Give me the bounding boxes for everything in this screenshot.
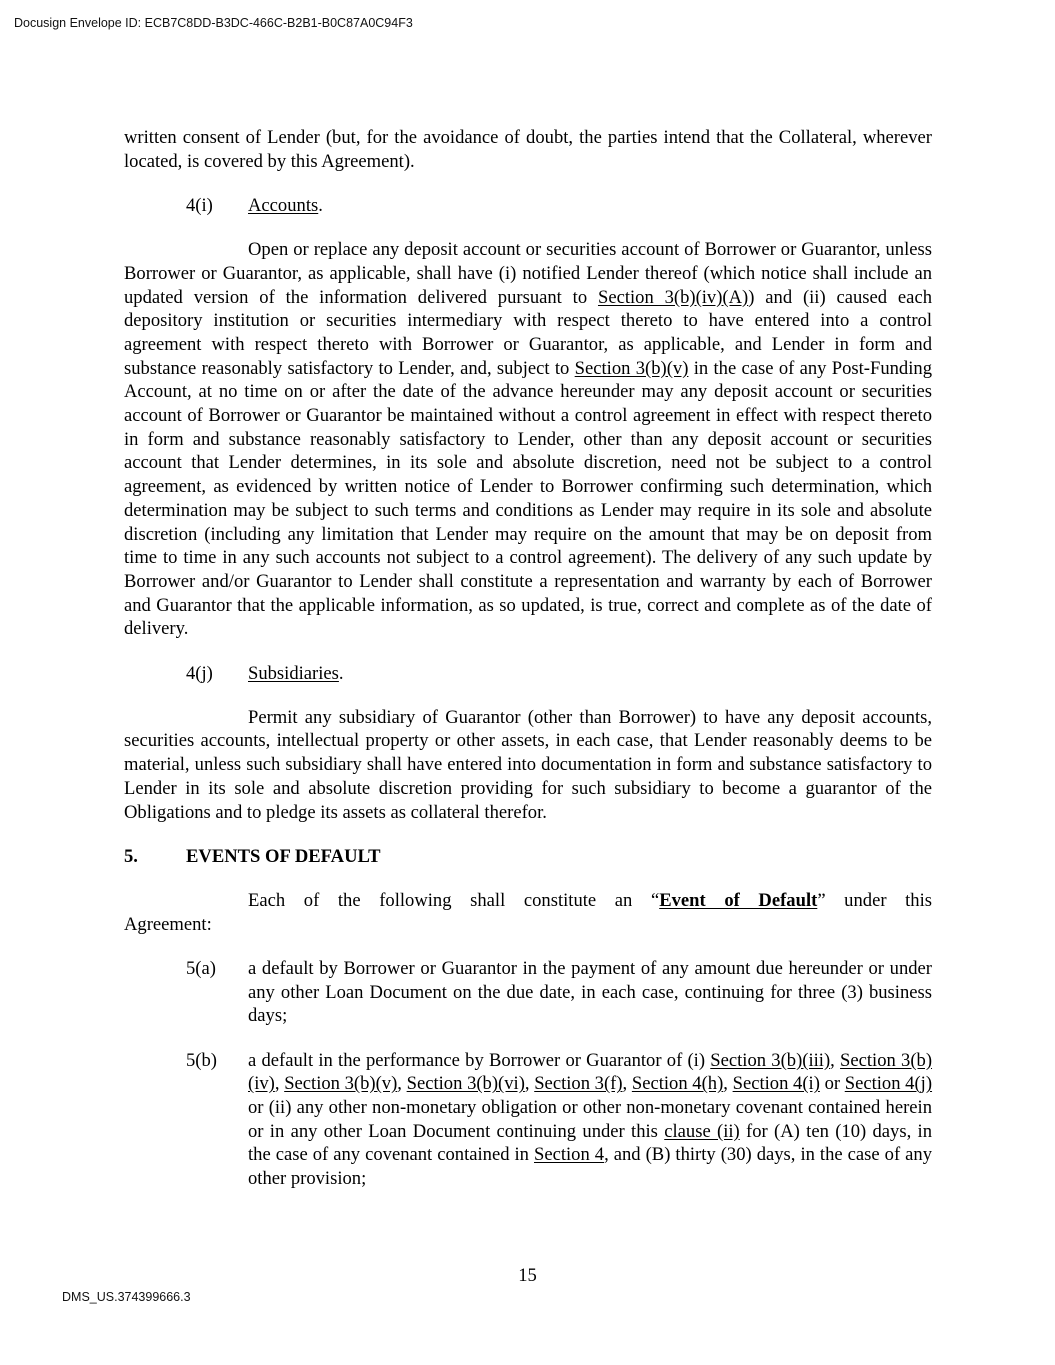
section-title: Subsidiaries. — [248, 662, 344, 684]
item-number: 5(a) — [186, 957, 216, 979]
section-4j-heading — [124, 662, 932, 686]
section-4i-heading — [124, 194, 932, 218]
section-title: Accounts. — [248, 194, 323, 216]
section-4j-body: Permit any subsidiary of Guarantor (other than Borrower) to have any deposit accounts, securities accounts, intellectual property or other assets, in each case, that Lender reasonably deems to be material, unless such subsidiary shall have entered into documentation in form and substance satisfactory to Lender in its sole and absolute discretion providing for such subsidiary to become a guarantor of the Obligations and to pledge its assets as collateral therefor. — [124, 706, 932, 823]
section-reference: Section 3(b)(iv)(A) — [597, 286, 749, 308]
item-5b — [124, 1049, 932, 1191]
item-text: a default by Borrower or Guarantor in the payment of any amount due hereunder or under any other Loan Document on the due date, in each case, continuing for three (3) business days; — [248, 957, 932, 1027]
document-id: DMS_US.374399666.3 — [62, 1290, 191, 1304]
section-number: 4(j) — [186, 662, 213, 684]
intro-paragraph: written consent of Lender (but, for the avoidance of doubt, the parties intend that the Collateral, wherever located, is covered by this Agreement). — [124, 127, 932, 172]
item-number: 5(b) — [186, 1049, 217, 1071]
defined-term: Event of Default — [659, 889, 818, 911]
item-text: a default in the performance by Borrower or Guarantor of (i) Section 3(b)(iii), Section 3(b)(iv), Section 3(b)(v), Section 3(b)(vi), Section 3(f), Section 4(h), Section 4(i) or Section 4(j) or (ii) any other non-monetary obligation or other non-monetary covenant contained herein or in any other Loan Document continuing under this clause (ii) for (A) ten (10) days, in the case of any covenant contained in Section 4, and (B) thirty (30) days, in the case of any other provision; — [248, 1049, 933, 1190]
section-title: EVENTS OF DEFAULT — [186, 845, 381, 867]
page-number: 15 — [518, 1265, 537, 1286]
section-number: 4(i) — [186, 194, 213, 216]
envelope-id: Docusign Envelope ID: ECB7C8DD-B3DC-466C-B2B1-B0C87A0C94F3 — [14, 16, 413, 30]
section-4i-body: Open or replace any deposit account or securities account of Borrower or Guarantor, unless Borrower or Guarantor, as applicable, shall have (i) notified Lender thereof (which notice shall include an updated version of the information delivered pursuant to Section 3(b)(iv)(A)) and (ii) caused each depository institution or securities intermediary with respect thereto to have entered into a control agreement with respect thereto with Borrower or Guarantor, as applicable, and Lender in form and substance reasonably satisfactory to Lender, and, subject to Section 3(b)(v) in the case of any Post-Funding Account, at no time on or after the date of the advance hereunder may any deposit account or securities account of Borrower or Guarantor be maintained without a control agreement in effect with respect thereto in form and substance reasonably satisfactory to Lender, other than any deposit account or securities account that Lender determines, in its sole and absolute discretion, need not be subject to a control agreement, as evidenced by written notice of Lender to Borrower confirming such determination, which determination may be subject to such terms and conditions as Lender may require in its sole and absolute discretion (including any limitation that Lender may require on the amount that may be on deposit from time to time in any such accounts not subject to a control agreement). The delivery of any such update by Borrower and/or Guarantor to Lender shall constitute a representation and warranty by each of Borrower and Guarantor that the applicable information, as so updated, is true, correct and complete as of the date of delivery. — [124, 239, 932, 640]
item-5a — [124, 957, 932, 1028]
document-page — [124, 126, 932, 1191]
section-5-heading — [124, 845, 932, 869]
section-reference: Section 3(b)(v) — [574, 357, 689, 379]
section-number: 5. — [124, 845, 138, 867]
section-5-lead: Each of the following shall constitute an “Event of Default” under this Agreement: — [124, 889, 933, 935]
